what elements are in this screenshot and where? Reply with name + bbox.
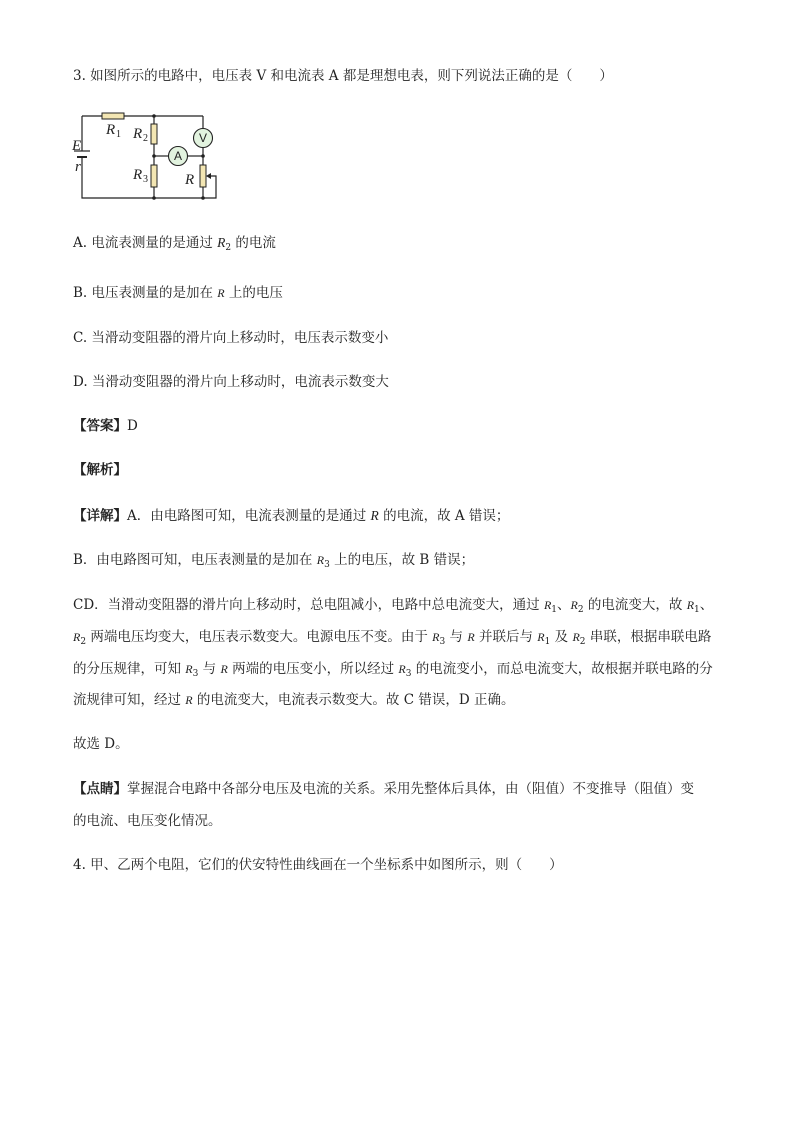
- detail-l4-s1: 1: [544, 637, 551, 647]
- detail-l4-s3: 3: [439, 637, 446, 647]
- comment-label: 【点睛】: [73, 781, 127, 797]
- option-b: [73, 284, 283, 302]
- detail-l3-mid: 、: [557, 597, 571, 613]
- option-a-symbol: R: [217, 235, 226, 250]
- detail-l5-pre: 的分压规律，可知: [73, 661, 186, 677]
- detail-l4-r2: R: [572, 630, 580, 644]
- label-r1-sub: 1: [116, 129, 121, 140]
- detail-l6-pre: 流规律可知，经过: [73, 692, 186, 708]
- label-r3-sub: 3: [143, 174, 148, 185]
- detail-l5-mid2: 两端的电压变小，所以经过: [227, 661, 399, 677]
- detail-l5-rr: R: [220, 662, 228, 676]
- detail-l3-s2: 2: [577, 605, 584, 615]
- detail-l4-mid3: 及: [550, 629, 573, 645]
- detail-l3-s1: 1: [551, 605, 558, 615]
- label-r3: R: [133, 167, 143, 183]
- resistor-r2: [151, 124, 157, 144]
- analysis-label: 【解析】: [73, 462, 127, 478]
- label-r-internal: r: [75, 159, 81, 175]
- junction-bottom-right: [201, 196, 205, 200]
- detail-l4-mid2: 并联后与: [474, 629, 538, 645]
- detail-l3-post: 的电流变大，故: [583, 597, 687, 613]
- ammeter-label: A: [174, 149, 183, 163]
- detail-l4-r: R: [73, 630, 81, 644]
- label-r-rheostat: R: [185, 172, 195, 188]
- detail-line-5: [73, 660, 713, 683]
- detail-l2-post: 上的电压，故 B 错误；: [329, 552, 475, 568]
- label-e: E: [72, 138, 82, 154]
- option-b-symbol: R: [217, 286, 225, 300]
- detail-l1-symbol: R: [370, 508, 379, 523]
- answer-label: 【答案】: [73, 418, 127, 434]
- detail-label: 【详解】: [73, 508, 127, 524]
- detail-l2-sub: 3: [324, 560, 330, 570]
- detail-l2-pre: B．由电路图可知，电压表测量的是加在: [73, 552, 317, 568]
- detail-l4-s: 2: [80, 637, 87, 647]
- option-b-pre: B. 电压表测量的是加在: [73, 285, 218, 301]
- junction-mid: [152, 154, 156, 158]
- detail-l5-s3: 3: [192, 669, 199, 679]
- answer: [73, 417, 138, 435]
- label-r2: R: [133, 126, 143, 142]
- detail-l3-pre: CD．当滑动变阻器的滑片向上移动时，总电阻减小，电路中总电流变大，通过: [73, 597, 544, 613]
- detail-line-3: [73, 596, 713, 619]
- detail-l4-r1: R: [537, 630, 545, 644]
- detail-l1-pre: A．由电路图可知，电流表测量的是通过: [127, 508, 371, 524]
- option-a-pre: A. 电流表测量的是通过: [73, 235, 218, 251]
- resistor-r1: [102, 113, 124, 119]
- detail-l3-r3: R: [686, 598, 695, 612]
- detail-l3-s3: 1: [694, 605, 700, 615]
- detail-l2-symbol: R: [316, 553, 325, 567]
- detail-l5-r3: R: [185, 662, 193, 676]
- comment-line-2: 的电流、电压变化情况。: [73, 813, 222, 829]
- detail-l4-s2: 2: [579, 637, 586, 647]
- conclusion: 故选 D。: [73, 736, 129, 752]
- detail-l6-post: 的电流变大，电流表示数变大。故 C 错误，D 正确。: [192, 692, 515, 708]
- slider-arrow-head: [206, 173, 211, 179]
- detail-l4-r3: R: [432, 630, 440, 644]
- resistor-r3: [151, 165, 157, 187]
- detail-l5-s3b: 3: [405, 669, 412, 679]
- label-r2-sub: 2: [143, 133, 148, 144]
- detail-line-2: [73, 551, 474, 574]
- question-3-stem: 3. 如图所示的电路中，电压表 V 和电流表 A 都是理想电表，则下列说法正确的是（ ）: [73, 68, 613, 84]
- answer-value: D: [127, 418, 138, 434]
- detail-l3-r2: R: [570, 598, 578, 612]
- option-a: [73, 234, 276, 257]
- detail-l4-rr: R: [467, 630, 475, 644]
- option-a-sub: 2: [225, 243, 232, 253]
- junction-right-mid: [201, 154, 205, 158]
- comment-line-1: [73, 780, 694, 798]
- circuit-diagram: [68, 106, 228, 206]
- option-d: D. 当滑动变阻器的滑片向上移动时，电流表示数变大: [73, 374, 389, 390]
- question-4-stem: 4. 甲、乙两个电阻，它们的伏安特性曲线画在一个坐标系中如图所示，则（ ）: [73, 857, 563, 873]
- junction-top: [152, 114, 156, 118]
- label-r1: R: [106, 122, 116, 138]
- detail-l4-mid: 与: [445, 629, 468, 645]
- detail-l3-end: 、: [699, 597, 714, 613]
- detail-l3-r1: R: [543, 598, 552, 612]
- detail-l4-end: 串联，根据串联电路: [585, 629, 712, 645]
- option-b-post: 上的电压: [224, 285, 283, 301]
- comment-l1: 掌握混合电路中各部分电压及电流的关系。采用先整体后具体，由（阻值）不变推导（阻值）变: [127, 781, 694, 797]
- detail-l6-r: R: [185, 693, 193, 707]
- detail-line-1: [73, 507, 509, 525]
- junction-bottom: [152, 196, 156, 200]
- detail-l1-post: 的电流，故 A 错误；: [378, 508, 510, 524]
- rheostat-r: [200, 165, 206, 187]
- detail-l4-post: 两端电压均变大，电压表示数变大。电源电压不变。由于: [86, 629, 433, 645]
- option-c: C. 当滑动变阻器的滑片向上移动时，电压表示数变小: [73, 330, 389, 346]
- detail-l5-end: 的电流变小，而总电流变大，故根据并联电路的分: [411, 661, 713, 677]
- option-a-post: 的电流: [231, 235, 276, 251]
- detail-line-4: [73, 628, 711, 651]
- detail-line-6: [73, 691, 514, 709]
- detail-l5-r3b: R: [398, 662, 406, 676]
- voltmeter-label: V: [199, 131, 208, 145]
- detail-l5-mid: 与: [198, 661, 221, 677]
